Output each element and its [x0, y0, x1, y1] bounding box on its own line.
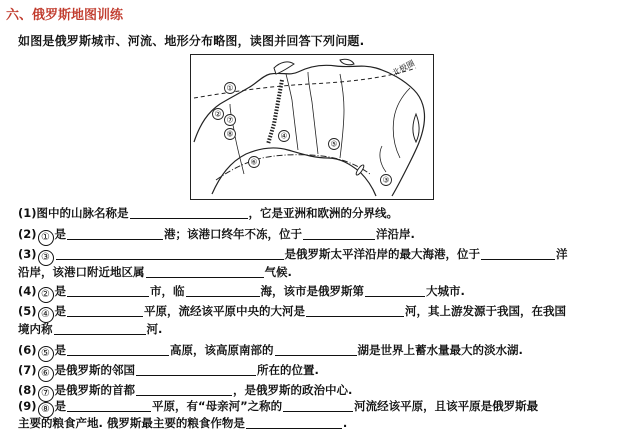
answer-blank[interactable]	[56, 246, 284, 260]
answer-blank[interactable]	[136, 382, 232, 396]
question-text: 是俄罗斯的邻国	[54, 363, 136, 377]
question-text: 是	[54, 304, 67, 318]
map-marker-4	[279, 131, 290, 142]
question-1	[18, 203, 398, 223]
answer-blank[interactable]	[67, 226, 163, 240]
map-marker-8	[225, 129, 236, 140]
answer-blank[interactable]	[186, 283, 260, 297]
answer-blank[interactable]	[306, 303, 404, 317]
map-marker-3	[381, 175, 392, 186]
svg-text:①: ①	[226, 83, 234, 93]
question-4	[18, 281, 465, 303]
svg-text:④: ④	[280, 131, 288, 141]
marker-ref: ④	[38, 307, 54, 323]
question-number: (7)	[18, 363, 37, 377]
question-5-continued	[18, 319, 162, 339]
question-7	[18, 360, 319, 382]
answer-blank[interactable]	[283, 398, 353, 412]
question-number: (5)	[18, 304, 37, 318]
question-text: 河流经该平原，且该平原是俄罗斯最	[354, 399, 539, 413]
question-text: 平原，有“母亲河”之称的	[152, 399, 283, 413]
question-text: 湖是世界上蓄水量最大的淡水湖.	[357, 343, 523, 357]
question-text: 主要的粮食产地. 俄罗斯最主要的粮食作物是	[18, 416, 245, 430]
marker-ref: ⑧	[38, 402, 54, 418]
question-text: 气候.	[264, 265, 292, 279]
svg-text:⑦: ⑦	[226, 115, 234, 125]
svg-text:③: ③	[382, 175, 390, 185]
answer-blank[interactable]	[136, 362, 256, 376]
marker-ref: ⑦	[38, 386, 54, 402]
question-number: (8)	[18, 383, 37, 397]
instructions-text: 如图是俄罗斯城市、河流、地形分布略图，读图并回答下列问题.	[18, 34, 365, 48]
question-text: 洋沿岸.	[376, 227, 415, 241]
question-number: (2)	[18, 227, 37, 241]
question-text: ，是俄罗斯的政治中心.	[233, 383, 353, 397]
question-text: 平原，流经该平原中央的大河是	[144, 304, 306, 318]
answer-blank[interactable]	[481, 246, 555, 260]
svg-text:②: ②	[214, 109, 222, 119]
question-text: ，它是亚洲和欧洲的分界线。	[248, 206, 399, 220]
marker-ref: ③	[38, 250, 54, 266]
question-text: 是	[54, 399, 67, 413]
russia-map-drawing	[190, 54, 434, 200]
question-text: 是俄罗斯太平洋沿岸的最大海港，位于	[284, 247, 481, 261]
question-text: 图中的山脉名称是	[36, 206, 129, 220]
question-text: 河.	[146, 322, 163, 336]
question-text: 海，该市是俄罗斯第	[260, 284, 365, 298]
question-text: 是俄罗斯的首都	[54, 383, 136, 397]
answer-blank[interactable]	[130, 205, 248, 219]
question-9-continued	[18, 413, 347, 433]
arctic-circle-label: 北极圈	[390, 58, 417, 78]
question-text: .	[342, 416, 348, 430]
answer-blank[interactable]	[67, 303, 143, 317]
question-number: (9)	[18, 399, 37, 413]
question-text: 是	[54, 227, 67, 241]
marker-ref: ⑥	[38, 366, 54, 382]
svg-text:⑧: ⑧	[226, 129, 234, 139]
question-number: (4)	[18, 284, 37, 298]
section-heading: 六、俄罗斯地图训练	[6, 8, 124, 23]
question-6	[18, 340, 523, 362]
question-text: 高原，该高原南部的	[170, 343, 274, 357]
question-text: 境内称	[18, 322, 53, 336]
question-text: 市，临	[150, 284, 185, 298]
question-text: 沿岸，该港口附近地区属	[18, 265, 145, 279]
question-2	[18, 224, 415, 246]
question-number: (3)	[18, 247, 37, 261]
answer-blank[interactable]	[54, 321, 146, 335]
question-text: 河，其上游发源于我国，在我国	[405, 304, 567, 318]
answer-blank[interactable]	[67, 342, 169, 356]
question-number: (6)	[18, 343, 37, 357]
answer-blank[interactable]	[146, 264, 264, 278]
svg-text:⑥: ⑥	[250, 157, 258, 167]
answer-blank[interactable]	[365, 283, 425, 297]
marker-ref: ②	[38, 287, 54, 303]
russia-map	[190, 54, 434, 200]
answer-blank[interactable]	[303, 226, 375, 240]
map-marker-1	[225, 83, 236, 94]
map-marker-7	[225, 115, 236, 126]
question-text: 是	[54, 284, 67, 298]
answer-blank[interactable]	[246, 415, 342, 429]
map-marker-5	[329, 139, 340, 150]
marker-ref: ⑤	[38, 346, 54, 362]
question-text: 洋	[556, 247, 568, 261]
map-marker-6	[249, 157, 260, 168]
answer-blank[interactable]	[67, 398, 151, 412]
marker-ref: ①	[38, 230, 54, 246]
question-text: 所在的位置.	[257, 363, 319, 377]
map-marker-2	[213, 109, 224, 120]
question-3-continued	[18, 262, 292, 282]
svg-text:⑤: ⑤	[330, 139, 338, 149]
answer-blank[interactable]	[275, 342, 357, 356]
question-number: (1)	[18, 206, 37, 220]
question-text: 是	[54, 343, 67, 357]
answer-blank[interactable]	[67, 283, 149, 297]
question-text: 大城市.	[426, 284, 465, 298]
question-text: 港；该港口终年不冻，位于	[164, 227, 303, 241]
